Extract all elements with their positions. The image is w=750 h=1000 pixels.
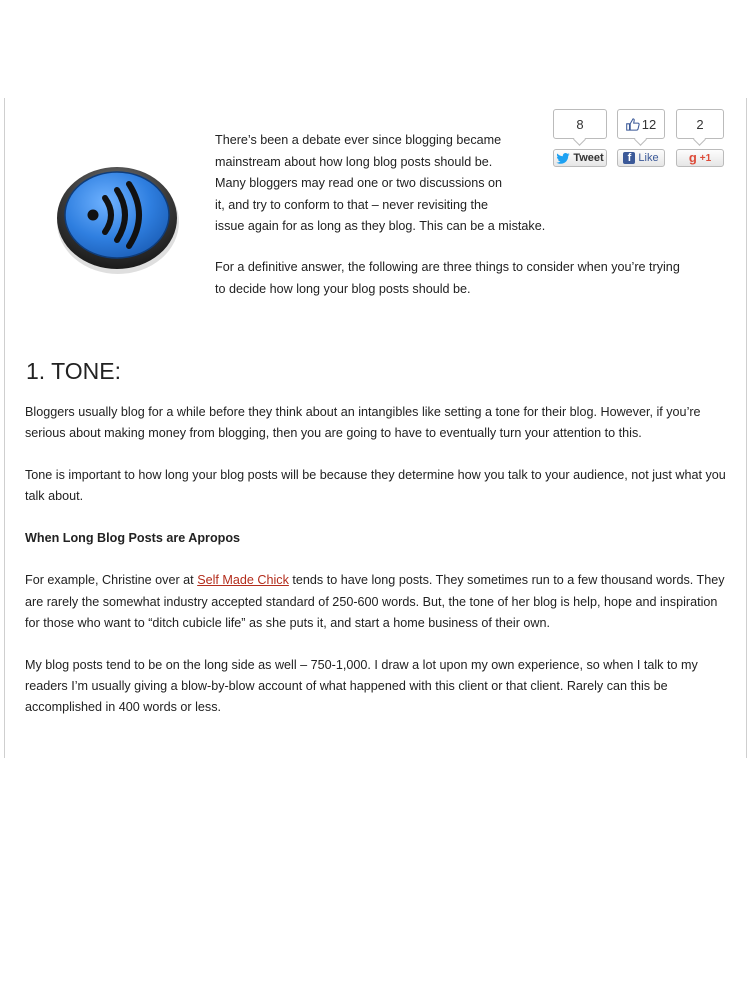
intro-paragraph [215,130,545,238]
section-heading: 1. TONE: [26,358,122,384]
twitter-bird-icon [556,153,570,164]
text-run: For example, Christine over at [25,573,198,588]
like-count-box [617,109,665,139]
paragraph [25,570,730,634]
plusone-button[interactable] [676,149,724,167]
like-count: 12 [641,116,657,132]
google-plus-icon: g [688,150,697,165]
self-made-chick-link[interactable]: Self Made Chick [197,573,289,588]
tweet-widget [553,109,607,167]
intro-line: Many bloggers may read one or two discussions on [215,176,503,190]
facebook-icon: f [623,152,635,164]
thumbs-up-icon [626,118,640,131]
like-label: Like [638,152,659,164]
article-body [25,402,730,739]
plusone-label: +1 [699,152,712,164]
tweet-count: 8 [553,109,607,139]
intro-line: For a definitive answer, the following are three things to consider when you’re trying [215,260,680,274]
tweet-label: Tweet [573,152,604,164]
subheading: When Long Blog Posts are Apropos [25,531,241,546]
intro-line: issue again for as long as they blog. This can be a mistake. [215,219,546,233]
paragraph: Tone is important to how long your blog posts will be because they determine how you talk to your audience, not just what you talk about. [25,468,726,504]
text-run: tends to have long posts. They sometimes run to a few thousand words. They are rarely the somewhat industry accepted standard of 250-600 words. But, the tone of her blog is help, hope and inspiration for those who want to “ditch cubicle life” as she puts it, and start a home business of their own. [25,573,725,631]
paragraph: Bloggers usually blog for a while before they think about an intangibles like setting a tone for their blog. However, if you’re serious about making money from blogging, then you are going to have to eventually turn your attention to this. [25,405,701,441]
rss-feed-icon [55,158,181,276]
intro-paragraph-2 [215,257,735,300]
tweet-button[interactable] [553,149,607,167]
intro-line: mainstream about how long blog posts should be. [215,154,493,169]
paragraph: My blog posts tend to be on the long side as well – 750-1,000. I draw a lot upon my own experience, so when I talk to my readers I’m usually giving a blow-by-blow account of what happened with this client or that client. Rarely can this be accomplished in 400 words or less. [25,657,698,715]
like-widget [617,109,665,167]
plusone-widget [676,109,724,167]
intro-line: to decide how long your blog posts should be. [215,281,471,296]
intro-line: it, and try to conform to that – never revisiting the [215,197,488,212]
intro-line: There’s been a debate ever since blogging became [215,133,502,147]
like-button[interactable] [617,149,665,167]
plusone-count: 2 [676,109,724,139]
